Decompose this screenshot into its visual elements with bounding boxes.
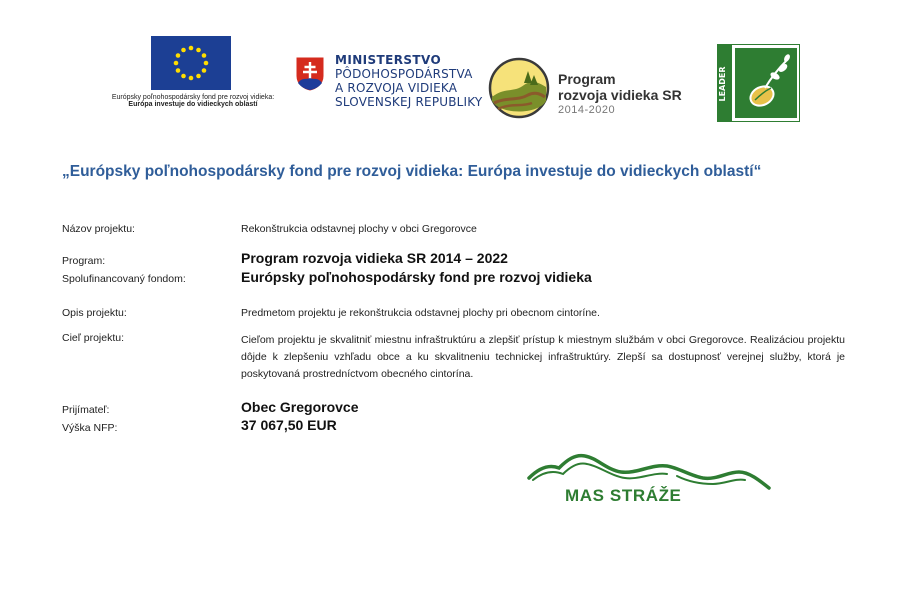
ministry-line-3: A ROZVOJA VIDIEKA: [335, 81, 458, 95]
leader-emblem-icon: [717, 44, 800, 122]
prv-line-3: 2014-2020: [558, 104, 616, 116]
leader-label: LEADER: [718, 66, 727, 102]
field-value: Obec Gregorovce: [241, 399, 359, 415]
eu-logo: [88, 36, 298, 108]
field-label: Cieľ projektu:: [62, 332, 125, 344]
prv-line-1: Program: [558, 71, 616, 87]
field-label: Názov projektu:: [62, 223, 135, 235]
slovak-coat-of-arms-icon: [295, 56, 325, 92]
mas-straze-logo: [527, 450, 772, 510]
field-label: Výška NFP:: [62, 422, 118, 434]
leader-logo: [717, 44, 800, 122]
field-label: Opis projektu:: [62, 307, 127, 319]
eu-caption-line-1: Európsky poľnohospodársky fond pre rozvoj vidieka:: [111, 94, 275, 101]
eu-caption-line-2: Európa investuje do vidieckych oblastí: [128, 101, 258, 108]
mountains-icon: [527, 450, 772, 490]
field-value: Predmetom projektu je rekonštrukcia odstavnej plochy pri obecnom cintoríne.: [241, 307, 600, 319]
field-value: 37 067,50 EUR: [241, 417, 337, 433]
field-value: Európsky poľnohospodársky fond pre rozvoj vidieka: [241, 269, 592, 285]
field-label: Program:: [62, 255, 106, 267]
prv-line-2: rozvoja vidieka SR: [558, 87, 682, 103]
eu-flag-icon: [151, 36, 231, 90]
field-label: Spolufinancovaný fondom:: [62, 273, 186, 285]
page-title: „Európsky poľnohospodársky fond pre rozvoj vidieka: Európa investuje do vidieckych oblastí“: [62, 163, 762, 180]
field-value: Rekonštrukcia odstavnej plochy v obci Gregorovce: [241, 223, 477, 235]
ministry-line-4: SLOVENSKEJ REPUBLIKY: [335, 95, 483, 109]
field-value: Program rozvoja vidieka SR 2014 – 2022: [241, 250, 508, 266]
ministry-line-1: MINISTERSTVO: [335, 53, 442, 67]
field-value: Cieľom projektu je skvalitniť miestnu infraštruktúru a zlepšiť prístup k miestnym službám v obci Gregorovce. Realizáciou projektu dôjde k zlepšeniu vzhľadu obce a ku skvalitneniu technickej infraštruktúry. Zlepší sa dostupnosť verejnej služby, ktorá je poskytovaná prostredníctvom obecného cintorína.: [241, 334, 845, 380]
field-label: Prijímateľ:: [62, 404, 110, 416]
mas-label: MAS STRÁŽE: [565, 486, 682, 505]
landscape-circle-icon: [488, 57, 550, 119]
ministry-line-2: PÔDOHOSPODÁRSTVA: [335, 67, 473, 81]
